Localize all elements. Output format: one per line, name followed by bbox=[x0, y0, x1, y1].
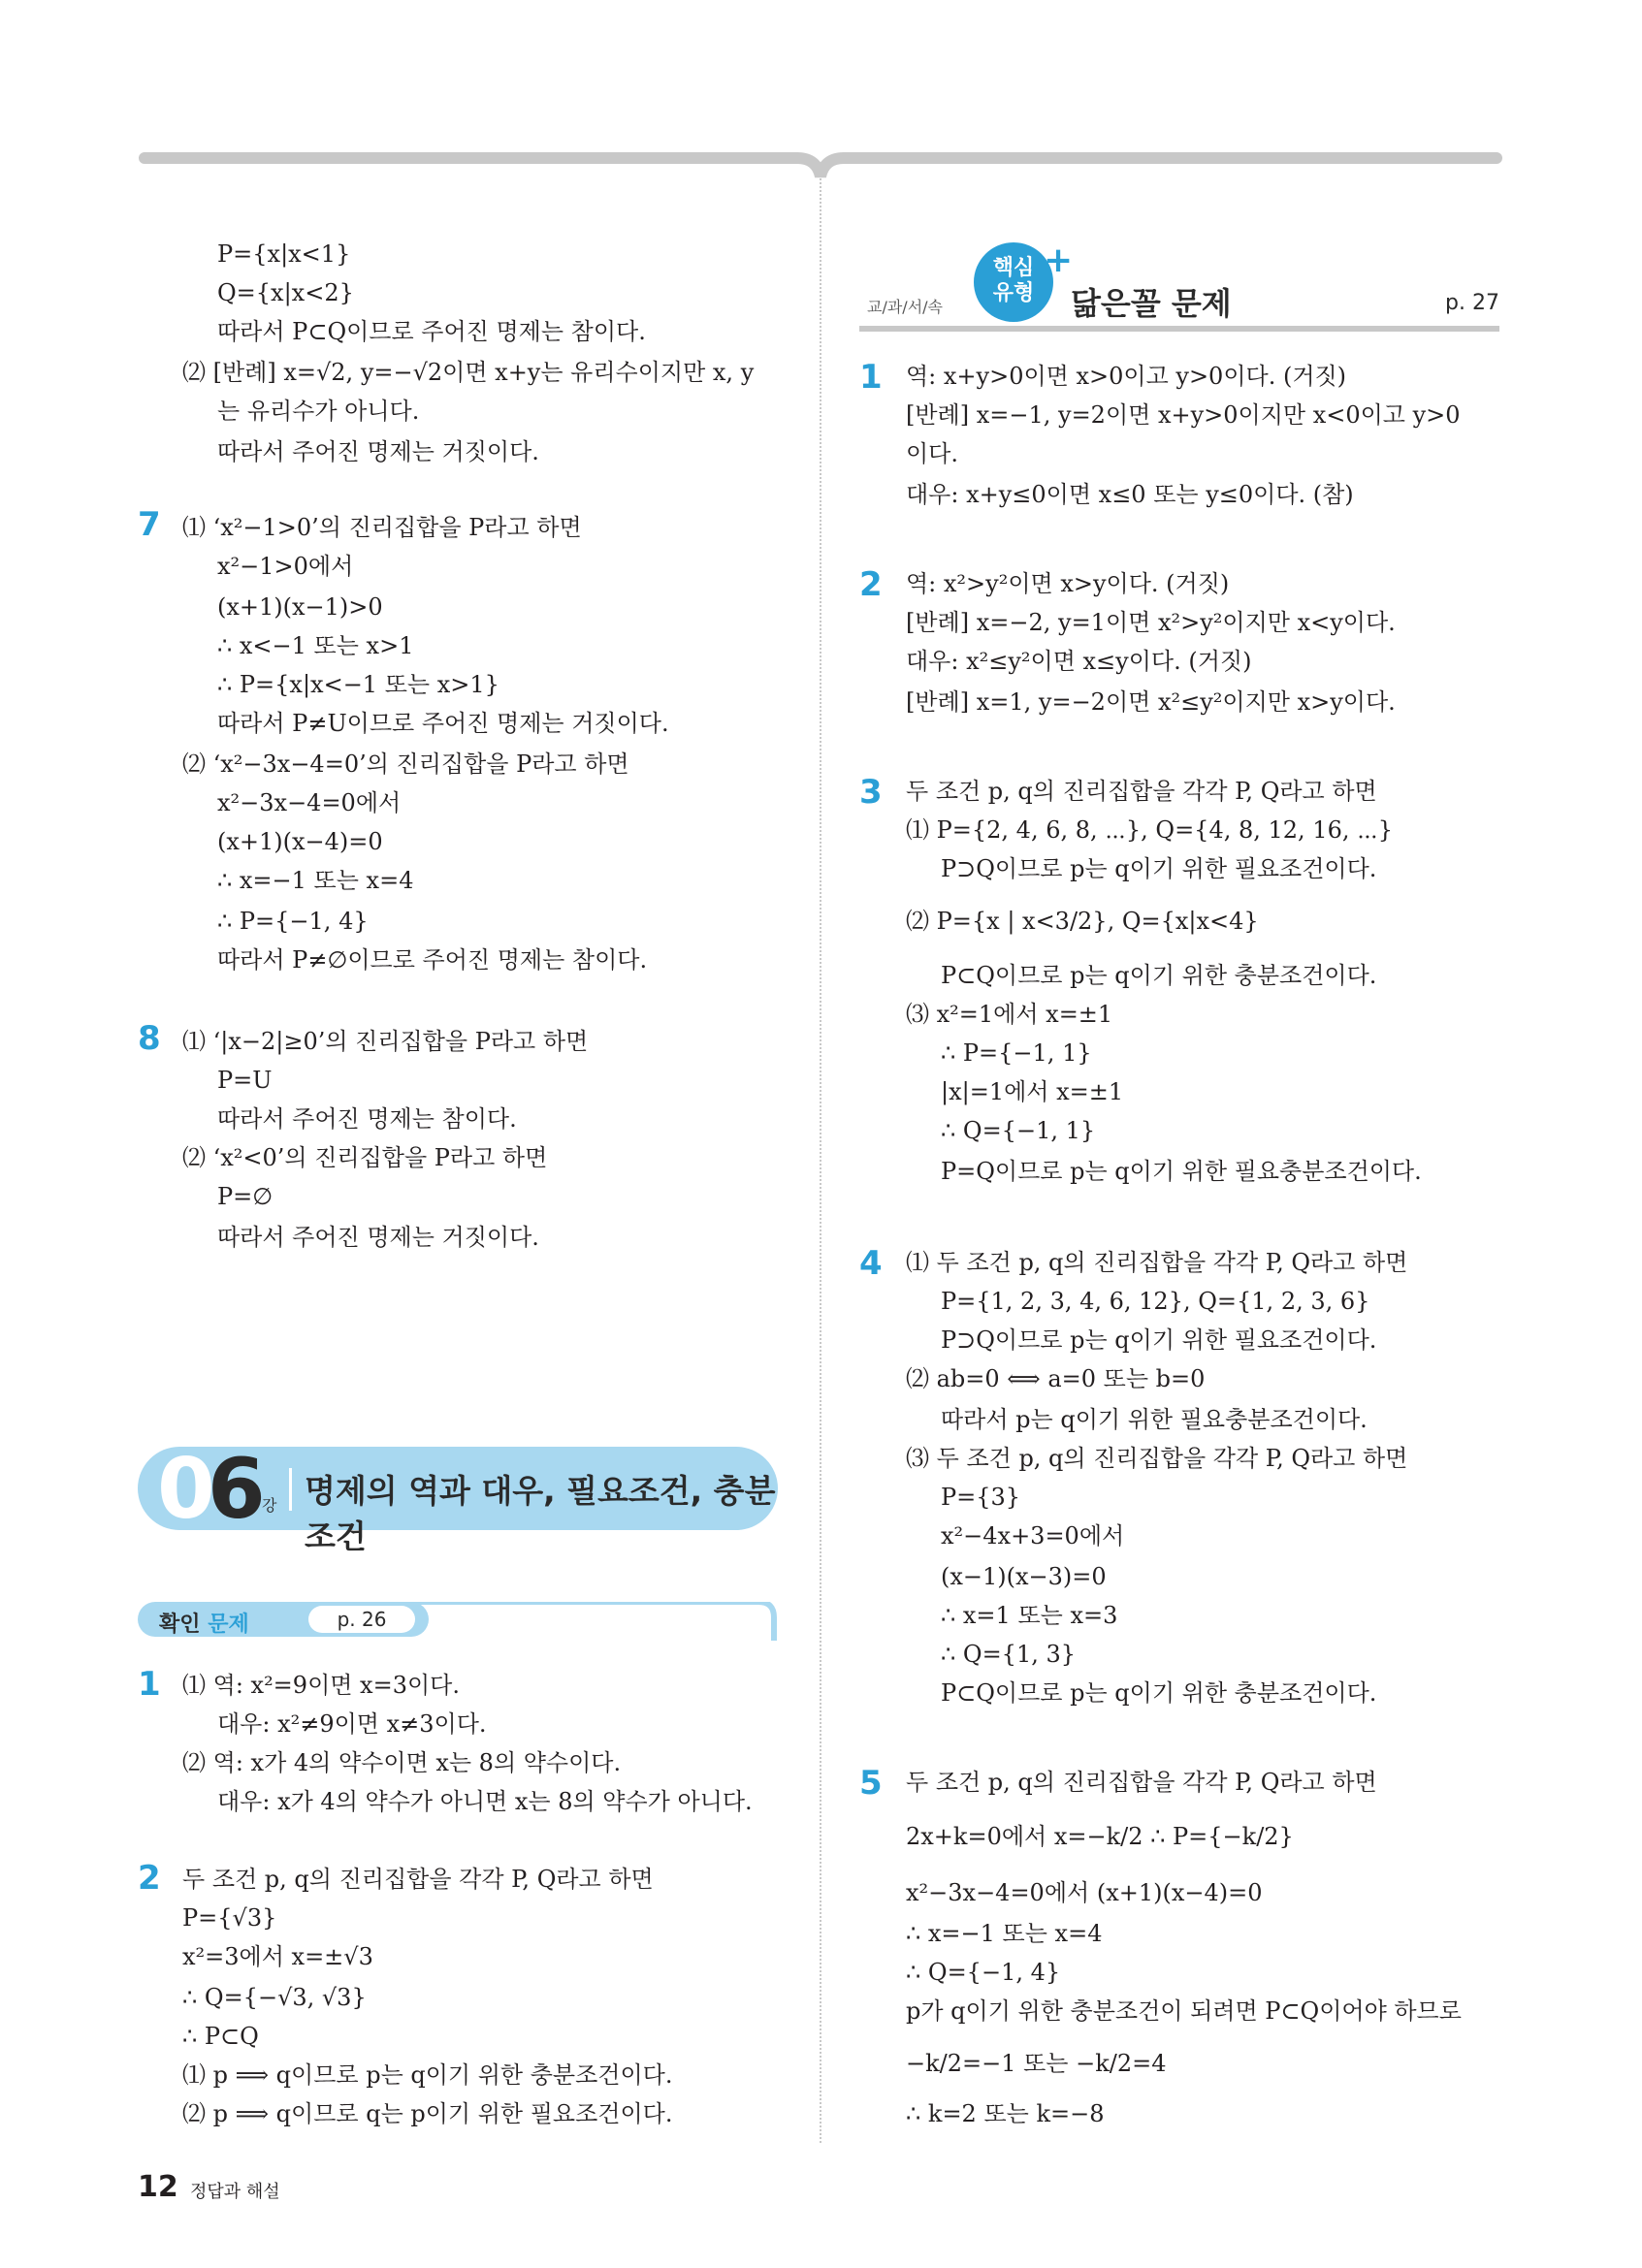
text-line: 두 조건 p, q의 진리집합을 각각 P, Q라고 하면 bbox=[906, 778, 1377, 805]
text-line: ⑴ 역: x²=9이면 x=3이다. bbox=[182, 1672, 460, 1699]
text-line: ⑴ P={2, 4, 6, 8, ⋯}, Q={4, 8, 12, 16, ⋯} bbox=[906, 816, 1393, 844]
text-line: ∴ P⊂Q bbox=[182, 2023, 259, 2050]
text-line: |x|=1에서 x=±1 bbox=[941, 1078, 1124, 1105]
lesson-number: 06 bbox=[157, 1441, 258, 1538]
text-line: ∴ Q={1, 3} bbox=[941, 1641, 1077, 1668]
check-label: 확인 문제 bbox=[159, 1613, 249, 1637]
text-line: [반례] x=1, y=−2이면 x²≤y²이지만 x>y이다. bbox=[906, 688, 1396, 716]
text-line: ⑴ 두 조건 p, q의 진리집합을 각각 P, Q라고 하면 bbox=[906, 1249, 1408, 1276]
check-problem-header bbox=[138, 1602, 778, 1650]
text-line: (x+1)(x−1)>0 bbox=[217, 593, 383, 621]
text-line: x²=3에서 x=±√3 bbox=[182, 1943, 373, 1970]
text-line: 역: x²>y²이면 x>y이다. (거짓) bbox=[906, 570, 1230, 597]
plus-icon: + bbox=[1044, 240, 1074, 280]
text-line: ∴ P={−1, 1} bbox=[941, 1039, 1092, 1067]
text-line: P⊂Q이므로 p는 q이기 위한 충분조건이다. bbox=[941, 1679, 1377, 1707]
text-line: ⑴ ‘x²−1>0’의 진리집합을 P라고 하면 bbox=[182, 514, 582, 541]
check-number-1: 1 bbox=[138, 1665, 161, 1704]
text-line: 따라서 P⊂Q이므로 주어진 명제는 참이다. bbox=[217, 318, 646, 345]
text-line: x²−1>0에서 bbox=[217, 553, 354, 580]
text-line: P={3} bbox=[941, 1484, 1021, 1511]
text-line: P=Q이므로 p는 q이기 위한 필요충분조건이다. bbox=[941, 1158, 1422, 1185]
text-line: ⑶ x²=1에서 x=±1 bbox=[906, 1001, 1113, 1028]
text-line: 대우: x가 4의 약수가 아니면 x는 8의 약수가 아니다. bbox=[217, 1788, 753, 1815]
text-line: [반례] x=−1, y=2이면 x+y>0이지만 x<0이고 y>0 bbox=[906, 401, 1461, 429]
lesson-title: 명제의 역과 대우, 필요조건, 충분조건 bbox=[305, 1472, 776, 1555]
banner-separator bbox=[289, 1468, 292, 1511]
text-line: ⑵ ‘x²−3x−4=0’의 진리집합을 P라고 하면 bbox=[182, 751, 629, 778]
text-line: p가 q이기 위한 충분조건이 되려면 P⊂Q이어야 하므로 bbox=[906, 1997, 1462, 2025]
text-line: ∴ x=−1 또는 x=4 bbox=[217, 867, 414, 894]
core-type-header bbox=[859, 240, 1499, 337]
text-line: 두 조건 p, q의 진리집합을 각각 P, Q라고 하면 bbox=[906, 1769, 1377, 1796]
text-line: 는 유리수가 아니다. bbox=[217, 398, 420, 425]
text-line: x²−3x−4=0에서 (x+1)(x−4)=0 bbox=[906, 1879, 1263, 1906]
text-line: ⑵ ‘x²<0’의 진리집합을 P라고 하면 bbox=[182, 1144, 548, 1171]
column-divider bbox=[820, 175, 821, 2143]
text-line: P={√3} bbox=[182, 1904, 277, 1932]
text-line: ⑶ 두 조건 p, q의 진리집합을 각각 P, Q라고 하면 bbox=[906, 1445, 1408, 1472]
text-line: 따라서 주어진 명제는 참이다. bbox=[217, 1105, 517, 1133]
check-number-2: 2 bbox=[138, 1859, 161, 1898]
text-line: ⑵ 역: x가 4의 약수이면 x는 8의 약수이다. bbox=[182, 1749, 622, 1776]
text-line: x²−3x−4=0에서 bbox=[217, 789, 402, 816]
problem-number-2: 2 bbox=[859, 565, 883, 604]
text-line: ∴ x<−1 또는 x>1 bbox=[217, 632, 414, 659]
text-line: Q={x|x<2} bbox=[217, 279, 354, 306]
badge-line-2: 유형 bbox=[992, 281, 1035, 305]
text-line: x²−4x+3=0에서 bbox=[941, 1522, 1125, 1549]
text-line: ⑵ ab=0 ⟺ a=0 또는 b=0 bbox=[906, 1365, 1206, 1392]
text-line: ∴ Q={−1, 4} bbox=[906, 1959, 1061, 1986]
problem-number-5: 5 bbox=[859, 1764, 883, 1803]
text-line: ∴ Q={−√3, √3} bbox=[182, 1984, 367, 2011]
text-line: (x−1)(x−3)=0 bbox=[941, 1563, 1107, 1590]
text-line: ∴ P={−1, 4} bbox=[217, 908, 369, 935]
text-line: ∴ x=−1 또는 x=4 bbox=[906, 1920, 1103, 1947]
page-number: 12 bbox=[138, 2170, 178, 2204]
text-line: 따라서 P≠U이므로 주어진 명제는 거짓이다. bbox=[217, 710, 669, 737]
text-line: 따라서 주어진 명제는 거짓이다. bbox=[217, 1224, 539, 1251]
problem-number-7: 7 bbox=[138, 505, 161, 544]
text-line: P=∅ bbox=[217, 1183, 274, 1210]
text-line: 2x+k=0에서 x=−k/2 ∴ P={−k/2} bbox=[906, 1823, 1294, 1850]
text-line: ∴ P={x|x<−1 또는 x>1} bbox=[217, 671, 499, 698]
problem-number-3: 3 bbox=[859, 773, 883, 812]
text-line: (x+1)(x−4)=0 bbox=[217, 828, 383, 855]
header-rule bbox=[859, 326, 1499, 332]
text-line: P={x|x<1} bbox=[217, 240, 351, 268]
text-line: ⑴ p ⟹ q이므로 p는 q이기 위한 충분조건이다. bbox=[182, 2061, 673, 2089]
core-type-title: 닮은꼴 문제 bbox=[1071, 285, 1232, 322]
text-line: 따라서 p는 q이기 위한 필요충분조건이다. bbox=[941, 1406, 1368, 1433]
text-line: 이다. bbox=[906, 440, 958, 467]
lesson-suffix: 강 bbox=[262, 1496, 277, 1515]
text-line: P⊂Q이므로 p는 q이기 위한 충분조건이다. bbox=[941, 962, 1377, 989]
text-line: P⊃Q이므로 p는 q이기 위한 필요조건이다. bbox=[941, 855, 1377, 882]
text-line: 따라서 P≠∅이므로 주어진 명제는 참이다. bbox=[217, 946, 648, 974]
text-line: [반례] x=−2, y=1이면 x²>y²이지만 x<y이다. bbox=[906, 609, 1396, 636]
lesson-banner bbox=[138, 1439, 778, 1555]
text-line: 역: x+y>0이면 x>0이고 y>0이다. (거짓) bbox=[906, 363, 1347, 390]
text-line: 대우: x+y≤0이면 x≤0 또는 y≤0이다. (참) bbox=[906, 481, 1354, 508]
text-line: 대우: x²≠9이면 x≠3이다. bbox=[217, 1710, 487, 1738]
core-type-badge bbox=[974, 242, 1053, 322]
text-line: ⑴ ‘|x−2|≥0’의 진리집합을 P라고 하면 bbox=[182, 1028, 589, 1055]
textbook-label: 교/과/서/속 bbox=[867, 298, 943, 316]
text-line: ∴ k=2 또는 k=−8 bbox=[906, 2100, 1105, 2127]
text-line: 두 조건 p, q의 진리집합을 각각 P, Q라고 하면 bbox=[182, 1866, 654, 1893]
footer-label: 정답과 해설 bbox=[190, 2182, 280, 2202]
problem-number-1: 1 bbox=[859, 358, 883, 397]
check-page-ref: p. 26 bbox=[308, 1606, 415, 1633]
text-line: P={1, 2, 3, 4, 6, 12}, Q={1, 2, 3, 6} bbox=[941, 1288, 1370, 1315]
text-line: ∴ x=1 또는 x=3 bbox=[941, 1602, 1118, 1629]
text-line: ⑵ [반례] x=√2, y=−√2이면 x+y는 유리수이지만 x, y bbox=[182, 359, 755, 386]
problem-number-8: 8 bbox=[138, 1019, 161, 1058]
text-line: ⑵ p ⟹ q이므로 q는 p이기 위한 필요조건이다. bbox=[182, 2100, 673, 2127]
text-line: ∴ Q={−1, 1} bbox=[941, 1117, 1096, 1144]
text-line: ⑵ P={x | x<3/2}, Q={x|x<4} bbox=[906, 908, 1259, 935]
text-line: P⊃Q이므로 p는 q이기 위한 필요조건이다. bbox=[941, 1326, 1377, 1354]
problem-number-4: 4 bbox=[859, 1244, 883, 1283]
badge-line-1: 핵심 bbox=[992, 256, 1035, 280]
core-page-ref: p. 27 bbox=[1445, 291, 1499, 315]
text-line: 따라서 주어진 명제는 거짓이다. bbox=[217, 438, 539, 465]
text-line: −k/2=−1 또는 −k/2=4 bbox=[906, 2050, 1167, 2077]
text-line: 대우: x²≤y²이면 x≤y이다. (거짓) bbox=[906, 648, 1252, 675]
text-line: P=U bbox=[217, 1067, 273, 1094]
